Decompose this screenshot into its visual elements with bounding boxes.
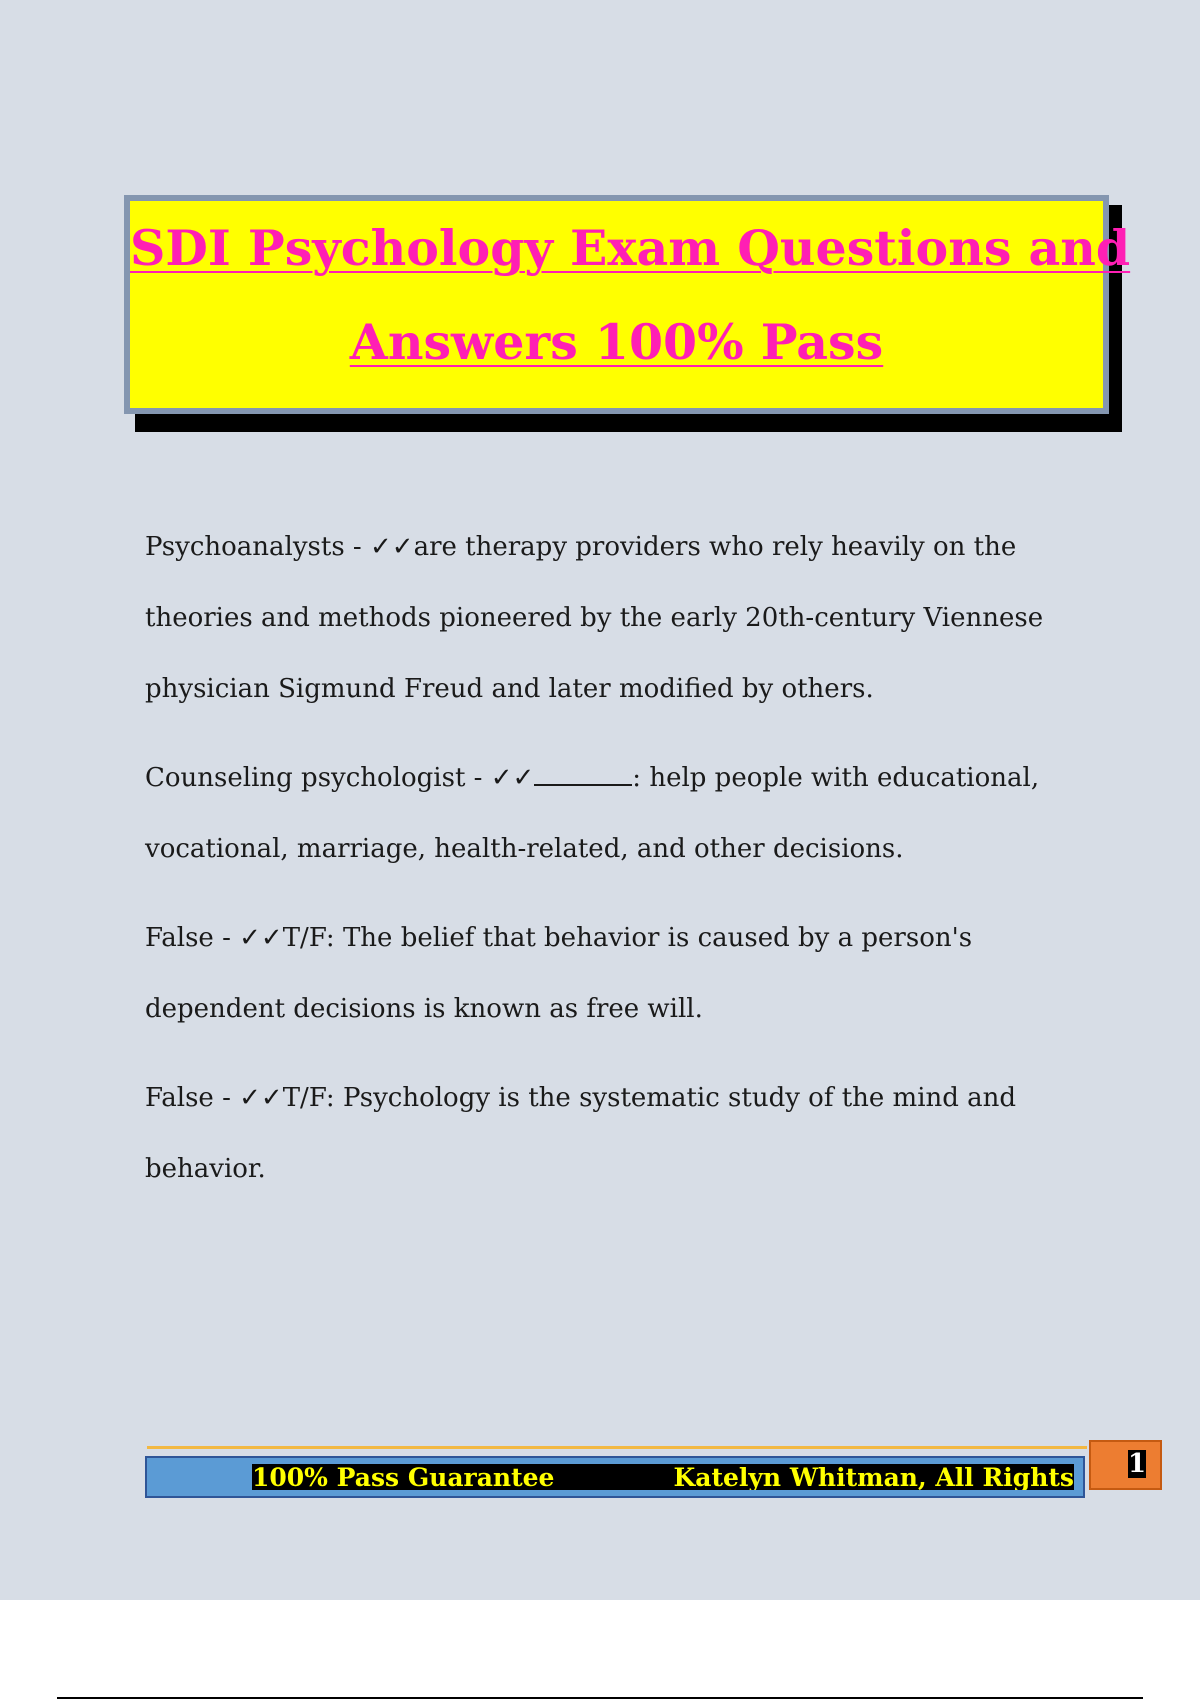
fill-in-blank [534,764,632,786]
qa-content [145,512,1095,1223]
qa-item [145,903,1095,1045]
check-marks: ✓✓ [239,923,283,953]
footer-guarantee-text: 100% Pass Guarantee [252,1464,555,1490]
next-page-rule [57,1697,1143,1699]
qa-term: Psychoanalysts - [145,532,370,562]
footer-author-text: Katelyn Whitman, All Rights [673,1464,1074,1490]
qa-term: False - [145,1083,240,1113]
qa-answer: are therapy providers who rely heavily on the theories and methods pioneered by the early 20th-century Viennese physician Sigmund Freud and later modified by others. [145,532,1044,704]
qa-term: Counseling psychologist - [145,763,491,793]
footer-bar [145,1456,1085,1498]
check-marks: ✓✓ [239,1083,283,1113]
footer-rule [147,1446,1087,1449]
check-marks: ✓✓ [370,532,414,562]
check-marks: ✓✓ [490,763,535,793]
footer-label-strip [252,1464,1074,1490]
qa-item [145,512,1095,725]
qa-answer: : help people with educational, vocational, marriage, health-related, and other decisions. [145,763,1040,864]
qa-answer: T/F: Psychology is the systematic study of the mind and behavior. [145,1083,1017,1184]
qa-item [145,1063,1095,1205]
title-line-1: SDI Psychology Exam Questions and [130,219,1131,277]
qa-answer: T/F: The belief that behavior is caused by a person's dependent decisions is known as free will. [145,923,973,1024]
page-number-box [1089,1440,1162,1490]
qa-item [145,743,1095,885]
title-line-2: Answers 100% Pass [349,313,884,371]
title-box [124,195,1131,414]
page-number: 1 [1128,1449,1147,1479]
qa-term: False - [145,923,240,953]
